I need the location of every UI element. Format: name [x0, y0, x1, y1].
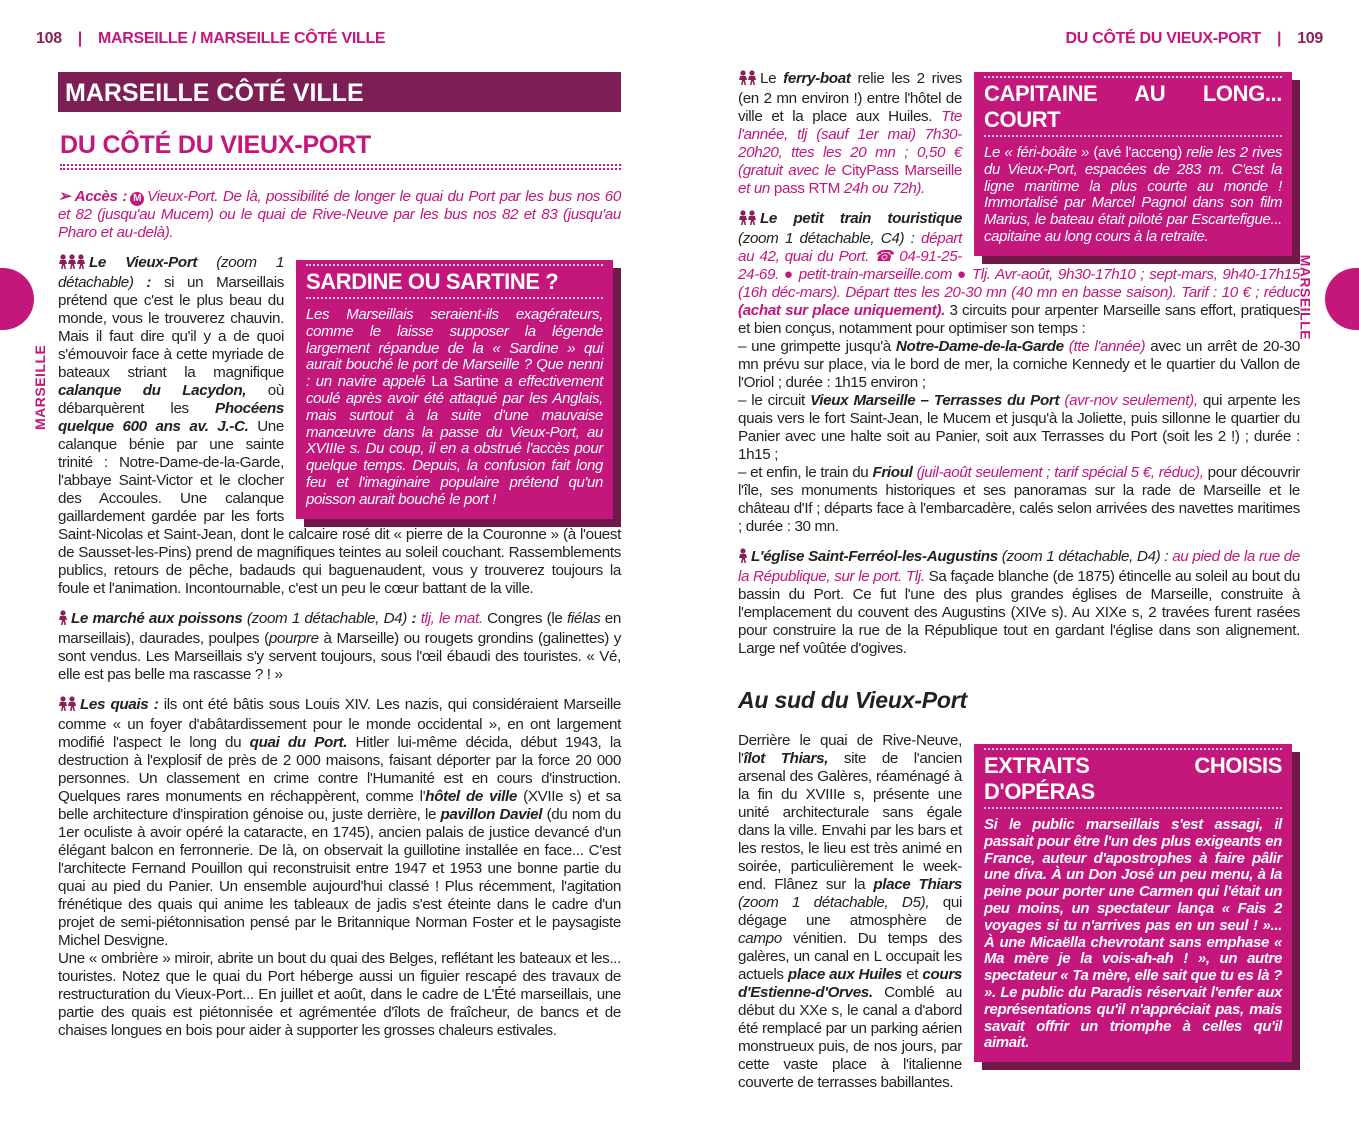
text-segment: Derrière le quai de Rive-Neuve, l': [738, 732, 962, 767]
box-text: a effectivement coulé après avoir été attaqué par les Anglais, mais surtout à la suite d'une mauvaise manœuvre dans la passe du Vieux-Port, au XVIIIe s. Du coup, il en a obstrué l'accès pour quelque temps. Depuis, la confusion fait long feu et l'imaginaire populaire prétend qu'un poisson aurait bouché le port !: [306, 373, 603, 508]
separator: |: [1277, 30, 1282, 47]
text-segment: quai du Port.: [249, 734, 348, 751]
sidebar-box-sardine: [296, 260, 613, 519]
text-segment: campo: [738, 930, 782, 947]
box-body: Si le public marseillais s'est assagi, il passait pour être l'un des plus exigeants en France, auteur d'apostrophes à faire pâlir une diva. À un Don José un peu menu, à la peine pour porter une Carmen qui l'était un peu moins, un spectateur lança « Fais 2 voyages si tu n'arrives pas en un seul ! »... À une Micaëlla chevrotant sans emphase « Ma mère je la vois-ah-ah ! », un autre spectateur « Ta mère, elle sait que tu es là ? ». Le public du Paradis réservait l'enfer aux représentations qu'il n'appréciait pas, mais savait offrir un triomphe à celles qu'il aimait.: [984, 816, 1282, 1052]
paragraph: [738, 392, 1300, 464]
rating-icons: [58, 696, 76, 716]
text-segment: calanque du Lacydon,: [58, 382, 247, 399]
thumb-tab-left: [0, 268, 34, 330]
right-paragraphs: [738, 70, 1300, 1092]
sidebar-box-operas: [974, 744, 1292, 1062]
text-segment: où débarquèrent les: [58, 382, 284, 417]
box-title: CAPITAINE AU LONG... COURT: [984, 76, 1282, 137]
text-segment: Sa façade blanche (de 1875) étincelle au soleil au bout du bassin du Port. Ce fut l'une des plus grandes églises de Marseille, construite à l'emplacement du couvent des Augustins (XIVe s). Au XIXe s, 2 travées furent rasées pour construire la rue de la République tout en gardant l'église dans son alignement. Large nef voûtée d'ogives.: [738, 568, 1300, 657]
rating-icons: [738, 70, 756, 90]
text-segment: place Thiars: [873, 876, 962, 893]
running-head-left: [36, 30, 385, 48]
text-segment: tlj, le mat.: [420, 610, 483, 627]
text-segment: (achat sur place uniquement).: [738, 302, 945, 319]
text-segment: fiélas: [566, 610, 601, 627]
text-segment: 3 circuits pour arpenter Marseille sans effort, pratiques et bien conçus, notamment pour optimiser son temps :: [738, 302, 1300, 337]
text-segment: Tte l'année, tlj (sauf 1er mai) 7h30-20h20, ttes les 20 mn ; 0,50 € (gratuit avec le: [738, 108, 962, 179]
text-segment: (avr-nov seulement),: [1059, 392, 1198, 409]
text-segment: départ au 42, quai du Port. ☎ 04-91-25-24-69. ● petit-train-marseille.com ● Tlj. Avr-août, 9h30-17h10 ; sept-mars, 9h40-17h15 (16h déc-mars). Départ ttes les 20-30 mn (40 mn en basse saison). Tarif : 10 € ; réduc: [738, 230, 1300, 301]
text-segment: (tte l'année): [1063, 338, 1146, 355]
text-segment: place aux Huiles: [787, 966, 902, 983]
box-body: [984, 145, 1282, 246]
rating-figure-icon: [58, 610, 69, 625]
text-segment: au pied de la rue de la République, sur le port. Tlj.: [738, 548, 1300, 585]
paragraph: [738, 548, 1300, 658]
text-segment: – le circuit: [738, 392, 811, 409]
text-segment: Une « ombrière » miroir, abrite un bout du quai des Belges, reflétant les bateaux et les... touristes. Notez que le quai du Port héberge aussi un figuier rescapé des travaux de restructuration du Vieux-Port... En juillet et août, dans le cadre de L'Été marseillais, une partie des quais est piétonnisée et agrémentée d'îlots de fraîcheur, de bancs et de chaises longues en bois pour aider à supporter les grosses chaleurs estivales.: [58, 950, 621, 1039]
text-segment: – une grimpette jusqu'à: [738, 338, 896, 355]
rating-icons: [738, 210, 756, 230]
text-segment: :: [146, 274, 164, 291]
text-segment: Le marché aux poissons: [71, 610, 243, 627]
paragraph: [58, 696, 621, 950]
paragraph: [58, 950, 621, 1040]
text-segment: L'église Saint-Ferréol-les-Augustins: [751, 548, 998, 565]
text-segment: Une calanque bénie par une sainte trinité : Notre-Dame-de-la-Garde, l'abbaye Saint-Victor et le clocher des Accoules. Une calanque gaillardement gardée par les forts Saint-Nicolas et Saint-Jean, dont le calcaire rosé dit « pierre de la Couronne » (à l'ouest de Sausset-les-Pins) prend de magnifiques teintes au soleil couchant. Rassemblements publics, retours de pêche, badauds qui baguenaudent, vous y trouverez toujours la foule et l'animation. Incontournable, c'est un peu le cœur battant de la ville.: [58, 418, 621, 597]
page-number-right: 109: [1297, 30, 1323, 47]
text-segment: Frioul: [872, 464, 913, 481]
running-title-right: DU CÔTÉ DU VIEUX-PORT: [1065, 30, 1262, 47]
box-title: SARDINE OU SARTINE ?: [306, 264, 603, 299]
text-segment: (zoom 1 détachable, C4) :: [738, 230, 922, 247]
dotted-divider: [60, 164, 621, 170]
text-segment: :: [411, 610, 421, 627]
running-head-right: [1066, 30, 1323, 48]
sidebar-box-capitaine: [974, 72, 1292, 256]
text-segment: ferry-boat: [783, 70, 851, 87]
text-segment: CityPass Marseille: [841, 162, 962, 179]
box-text: Les Marseillais seraient-ils exagérateurs, comme le laisse supposer la légende largement répandue de la « Sardine » qui aurait bouché le port de Marseille ? Que nenni : un navire appelé: [306, 306, 603, 391]
right-column: [738, 70, 1300, 1104]
text-segment: ils ont été bâtis sous Louis XIV. Les nazis, qui considéraient Marseille comme « un foyer d'abâtardissement pour le monde occidental », en ont largement modifié l'aspect le long du: [58, 696, 621, 751]
text-segment: Notre-Dame-de-la-Garde: [895, 338, 1064, 355]
text-segment: pourpre: [268, 630, 319, 647]
left-column: [58, 72, 621, 1052]
text-segment: Les quais :: [80, 696, 159, 713]
text-segment: Congres (le: [482, 610, 567, 627]
thumb-tab-right: [1325, 268, 1359, 330]
text-segment: îlot Thiars,: [743, 750, 829, 767]
running-title-left: MARSEILLE / MARSEILLE CÔTÉ VILLE: [97, 30, 386, 47]
side-label-left: MARSEILLE: [32, 344, 48, 430]
text-segment: qui arpente les quais vers le fort Saint-Jean, le Mucem et jusqu'à la Joliette, puis sillonne le quartier du Panier avec une halte soit au Panier, soit aux Terrasses du Port (soit les 2 !) ; durée : 1h15 ;: [738, 392, 1300, 463]
text-segment: avec un arrêt de 20-30 mn prévu sur place, via le bord de mer, la corniche Kennedy et le quartier du Vallon de l'Oriol ; durée : 1h15 environ ;: [738, 338, 1300, 391]
text-segment: en marseillais), daurades, poulpes (: [58, 610, 621, 647]
text-segment: Le Vieux-Port: [89, 254, 198, 271]
paragraph: [738, 464, 1300, 536]
text-segment: à Marseille) ou rougets grondins (galinettes) y sont vendus. Les Marseillais s'y servent toujours, sous l'œil ébaudi des touristes. « Vé, elle est pas belle ma rascasse ? ! »: [58, 630, 621, 683]
text-segment: (du nom du 1er oculiste à avoir opéré la cataracte, en 1745), ancien palais de justice devancé d'un élégant balcon en ferronnerie. De là, on observait la guillotine installée en face... C'est l'architecte Fernand Pouillon qui reconstruisit entre 1947 et 1953 une bonne partie du quai au pied du Panier. Un ensemble aujourd'hui classé ! Plus récemment, l'agitation frénétique des quais qui anime les tableaux de jadis s'est éteinte dans le cadre d'un projet de semi-piétonnisation pensé par le Britannique Norman Foster et le paysagiste Michel Desvigne.: [58, 806, 621, 949]
subheading: Au sud du Vieux-Port: [738, 687, 967, 713]
text-segment: (XVIIe s) et sa belle architecture d'inspiration génoise ou, juste derrière, le: [58, 788, 622, 823]
text-segment: pavillon Daviel: [440, 806, 543, 823]
paragraph: [58, 610, 621, 684]
text-segment: qui dégage une atmosphère de: [738, 894, 962, 929]
text-segment: hôtel de ville: [425, 788, 517, 805]
text-segment: si un Marseillais prétend que c'est le plus beau du monde, vous le trouverez chauvin. Mais il faut dire qu'il y a de quoi s'émouvoir face à cette myriade de bateaux striant la magnifique: [58, 274, 284, 381]
rating-icons: [738, 548, 747, 568]
text-segment: ➢ Accès :: [58, 188, 128, 205]
rating-figure-icon: [738, 548, 749, 563]
rating-figure-icon: [747, 210, 758, 225]
text-segment: relie les 2 rives (en 2 mn environ !) entre l'hôtel de ville et la place aux Huiles.: [738, 70, 962, 125]
paragraph: [738, 338, 1300, 392]
text-segment: (juil-août seulement ; tarif spécial 5 €, réduc),: [912, 464, 1204, 481]
paragraph: [58, 254, 621, 598]
box-text: Le « féri-boâte »: [984, 144, 1094, 161]
rating-icons: [58, 254, 85, 274]
text-segment: cours d'Estienne-d'Orves.: [738, 966, 962, 1001]
paragraph: [738, 732, 1300, 1092]
text-segment: (zoom 1 détachable, D5),: [738, 894, 930, 911]
rating-figure-icon: [76, 254, 87, 269]
paragraph: [58, 188, 621, 242]
separator: |: [77, 30, 82, 47]
text-segment: 24h ou 72h).: [840, 180, 925, 197]
text-segment: pour découvrir l'île, ses monuments historiques et ses panoramas sur la rade de Marseille et le château d'If ; départs face à l'embarcadère, calés selon arrivées des navettes maritimes ; durée : 30 mn.: [738, 464, 1300, 535]
text-segment: et: [902, 966, 923, 983]
rating-figure-icon: [747, 70, 758, 85]
box-text: relie les 2 rives du Vieux-Port, espacées de 283 m. C'est la ligne maritime la plus courte au monde ! Immortalisé par Marcel Pagnol dans son film Marius, le bateau était piloté par Escartefigue... capitaine au long cours à la retraite.: [984, 144, 1283, 245]
text-segment: site de l'ancien arsenal des Galères, réaménagé à la fin du XVIIIe s, présente une unité architecturale sans égale dans la ville. Envahi par les bars et les restos, le lieu est très animé en soirée, particulièrement le week-end. Flânez sur la: [738, 750, 962, 893]
side-label-right: MARSEILLE: [1297, 254, 1313, 340]
page-number-left: 108: [36, 30, 62, 47]
metro-icon: M: [130, 192, 144, 206]
rating-figure-icon: [67, 696, 78, 711]
text-segment: Le: [760, 70, 784, 87]
text-segment: Hitler lui-même décida, début 1943, la destruction à l'explosif de près de 2 000 maisons, faisant déporter par la force 20 000 personnes. Un classement en crime contre l'Humanité est en cours d'instruction. Quelques rares monuments en réchappèrent, comme l': [58, 734, 621, 805]
text-segment: (zoom 1 détachable, D4): [242, 610, 412, 627]
text-segment: et un: [738, 180, 774, 197]
chapter-banner: MARSEILLE CÔTÉ VILLE: [58, 72, 621, 112]
text-segment: (zoom 1 détachable, D4) :: [997, 548, 1173, 565]
box-body: [306, 307, 603, 509]
rating-icons: [58, 610, 67, 630]
box-text-ship-name: La Sartine: [431, 373, 499, 391]
box-text: (avé l'acceng): [1093, 144, 1182, 161]
text-segment: pass RTM: [773, 180, 841, 197]
text-segment: Phocéens quelque 600 ans av. J.-C.: [58, 400, 284, 435]
text-segment: (zoom 1 détachable): [58, 254, 284, 291]
text-segment: Comblé au début du XXe s, le canal a d'abord été remplacé par un parking aérien monstrueux puis, de nos jours, par cette vaste place à l'italienne couverte de terrasses babillantes.: [738, 984, 962, 1091]
text-segment: Le petit train touristique: [760, 210, 962, 227]
text-segment: Vieux-Port. De là, possibilité de longer le quai du Port par les bus nos 60 et 82 (jusqu'au Mucem) ou le quai de Rive-Neuve par les bus nos 82 et 83 (jusqu'au Pharo et au-delà).: [58, 188, 621, 241]
box-title: EXTRAITS CHOISIS D'OPÉRAS: [984, 748, 1282, 809]
text-segment: Vieux Marseille – Terrasses du Port: [810, 392, 1060, 409]
text-segment: vénitien. Du temps des galères, un canal en L occupait les actuels: [738, 930, 962, 983]
text-segment: – et enfin, le train du: [738, 464, 873, 481]
section-title: DU CÔTÉ DU VIEUX-PORT: [60, 131, 372, 159]
left-paragraphs: [58, 188, 621, 1040]
